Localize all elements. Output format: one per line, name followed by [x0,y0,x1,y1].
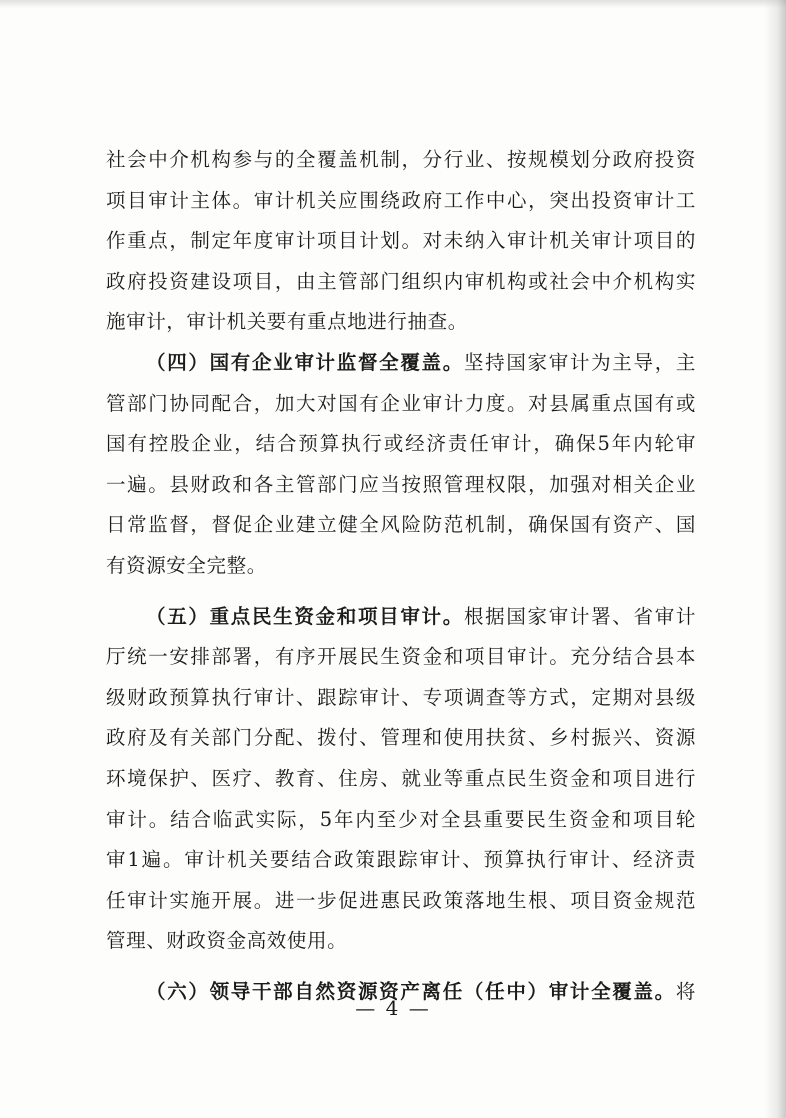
text-line: 作重点，制定年度审计项目计划。对未纳入审计机关审计项目的 [106,229,696,253]
scan-edge-shadow [764,0,786,1118]
text-line: 政府及有关部门分配、拨付、管理和使用扶贫、乡村振兴、资源 [106,726,696,750]
scan-top-shadow [0,0,786,8]
text-line: 项目审计主体。审计机关应围绕政府工作中心，突出投资审计工 [106,188,696,212]
paragraph-gap [106,962,696,972]
section-heading: （五）重点民生资金和项目审计。 [146,604,464,628]
body-text [106,140,696,1012]
text-line: 环境保护、医疗、教育、住房、就业等重点民生资金和项目进行 [106,766,696,790]
paragraph-first-line [106,597,696,638]
section-heading: （四）国有企业审计监督全覆盖。 [146,350,464,374]
paragraph-gap [106,587,696,597]
text-line: 国有控股企业，结合预算执行或经济责任审计，确保5年内轮审 [106,432,696,456]
text-line: 政府投资建设项目，由主管部门组织内审机构或社会中介机构实 [106,269,696,293]
text-run: 将 [675,979,696,1003]
text-line: 级财政预算执行审计、跟踪审计、专项调查等方式，定期对县级 [106,685,696,709]
paragraph-first-line [106,343,696,384]
text-line: 审1遍。审计机关要结合政策跟踪审计、预算执行审计、经济责 [106,848,696,872]
text-line: 施审计，审计机关要有重点地进行抽查。 [106,310,468,334]
page-number: — 4 — [355,996,431,1020]
text-line: 厅统一安排部署，有序开展民生资金和项目审计。充分结合县本 [106,645,696,669]
text-line: 管理、财政资金高效使用。 [106,929,348,953]
text-run: 坚持国家审计为主导，主 [463,350,696,374]
text-run: 根据国家审计署、省审计 [463,604,696,628]
text-line: 一遍。县财政和各主管部门应当按照管理权限，加强对相关企业 [106,472,696,496]
text-line: 管部门协同配合，加大对国有企业审计力度。对县属重点国有或 [106,391,696,415]
text-line: 有资源安全完整。 [106,553,267,577]
section-heading: （六）领导干部自然资源资产离任（任中）审计全覆盖。 [146,979,676,1003]
text-line: 任审计实施开展。进一步促进惠民政策落地生根、项目资金规范 [106,888,696,912]
text-line: 社会中介机构参与的全覆盖机制，分行业、按规模划分政府投资 [106,148,696,171]
text-line: 日常监督，督促企业建立健全风险防范机制，确保国有资产、国 [106,513,696,537]
text-line: 审计。结合临武实际，5年内至少对全县重要民生资金和项目轮 [106,807,696,831]
